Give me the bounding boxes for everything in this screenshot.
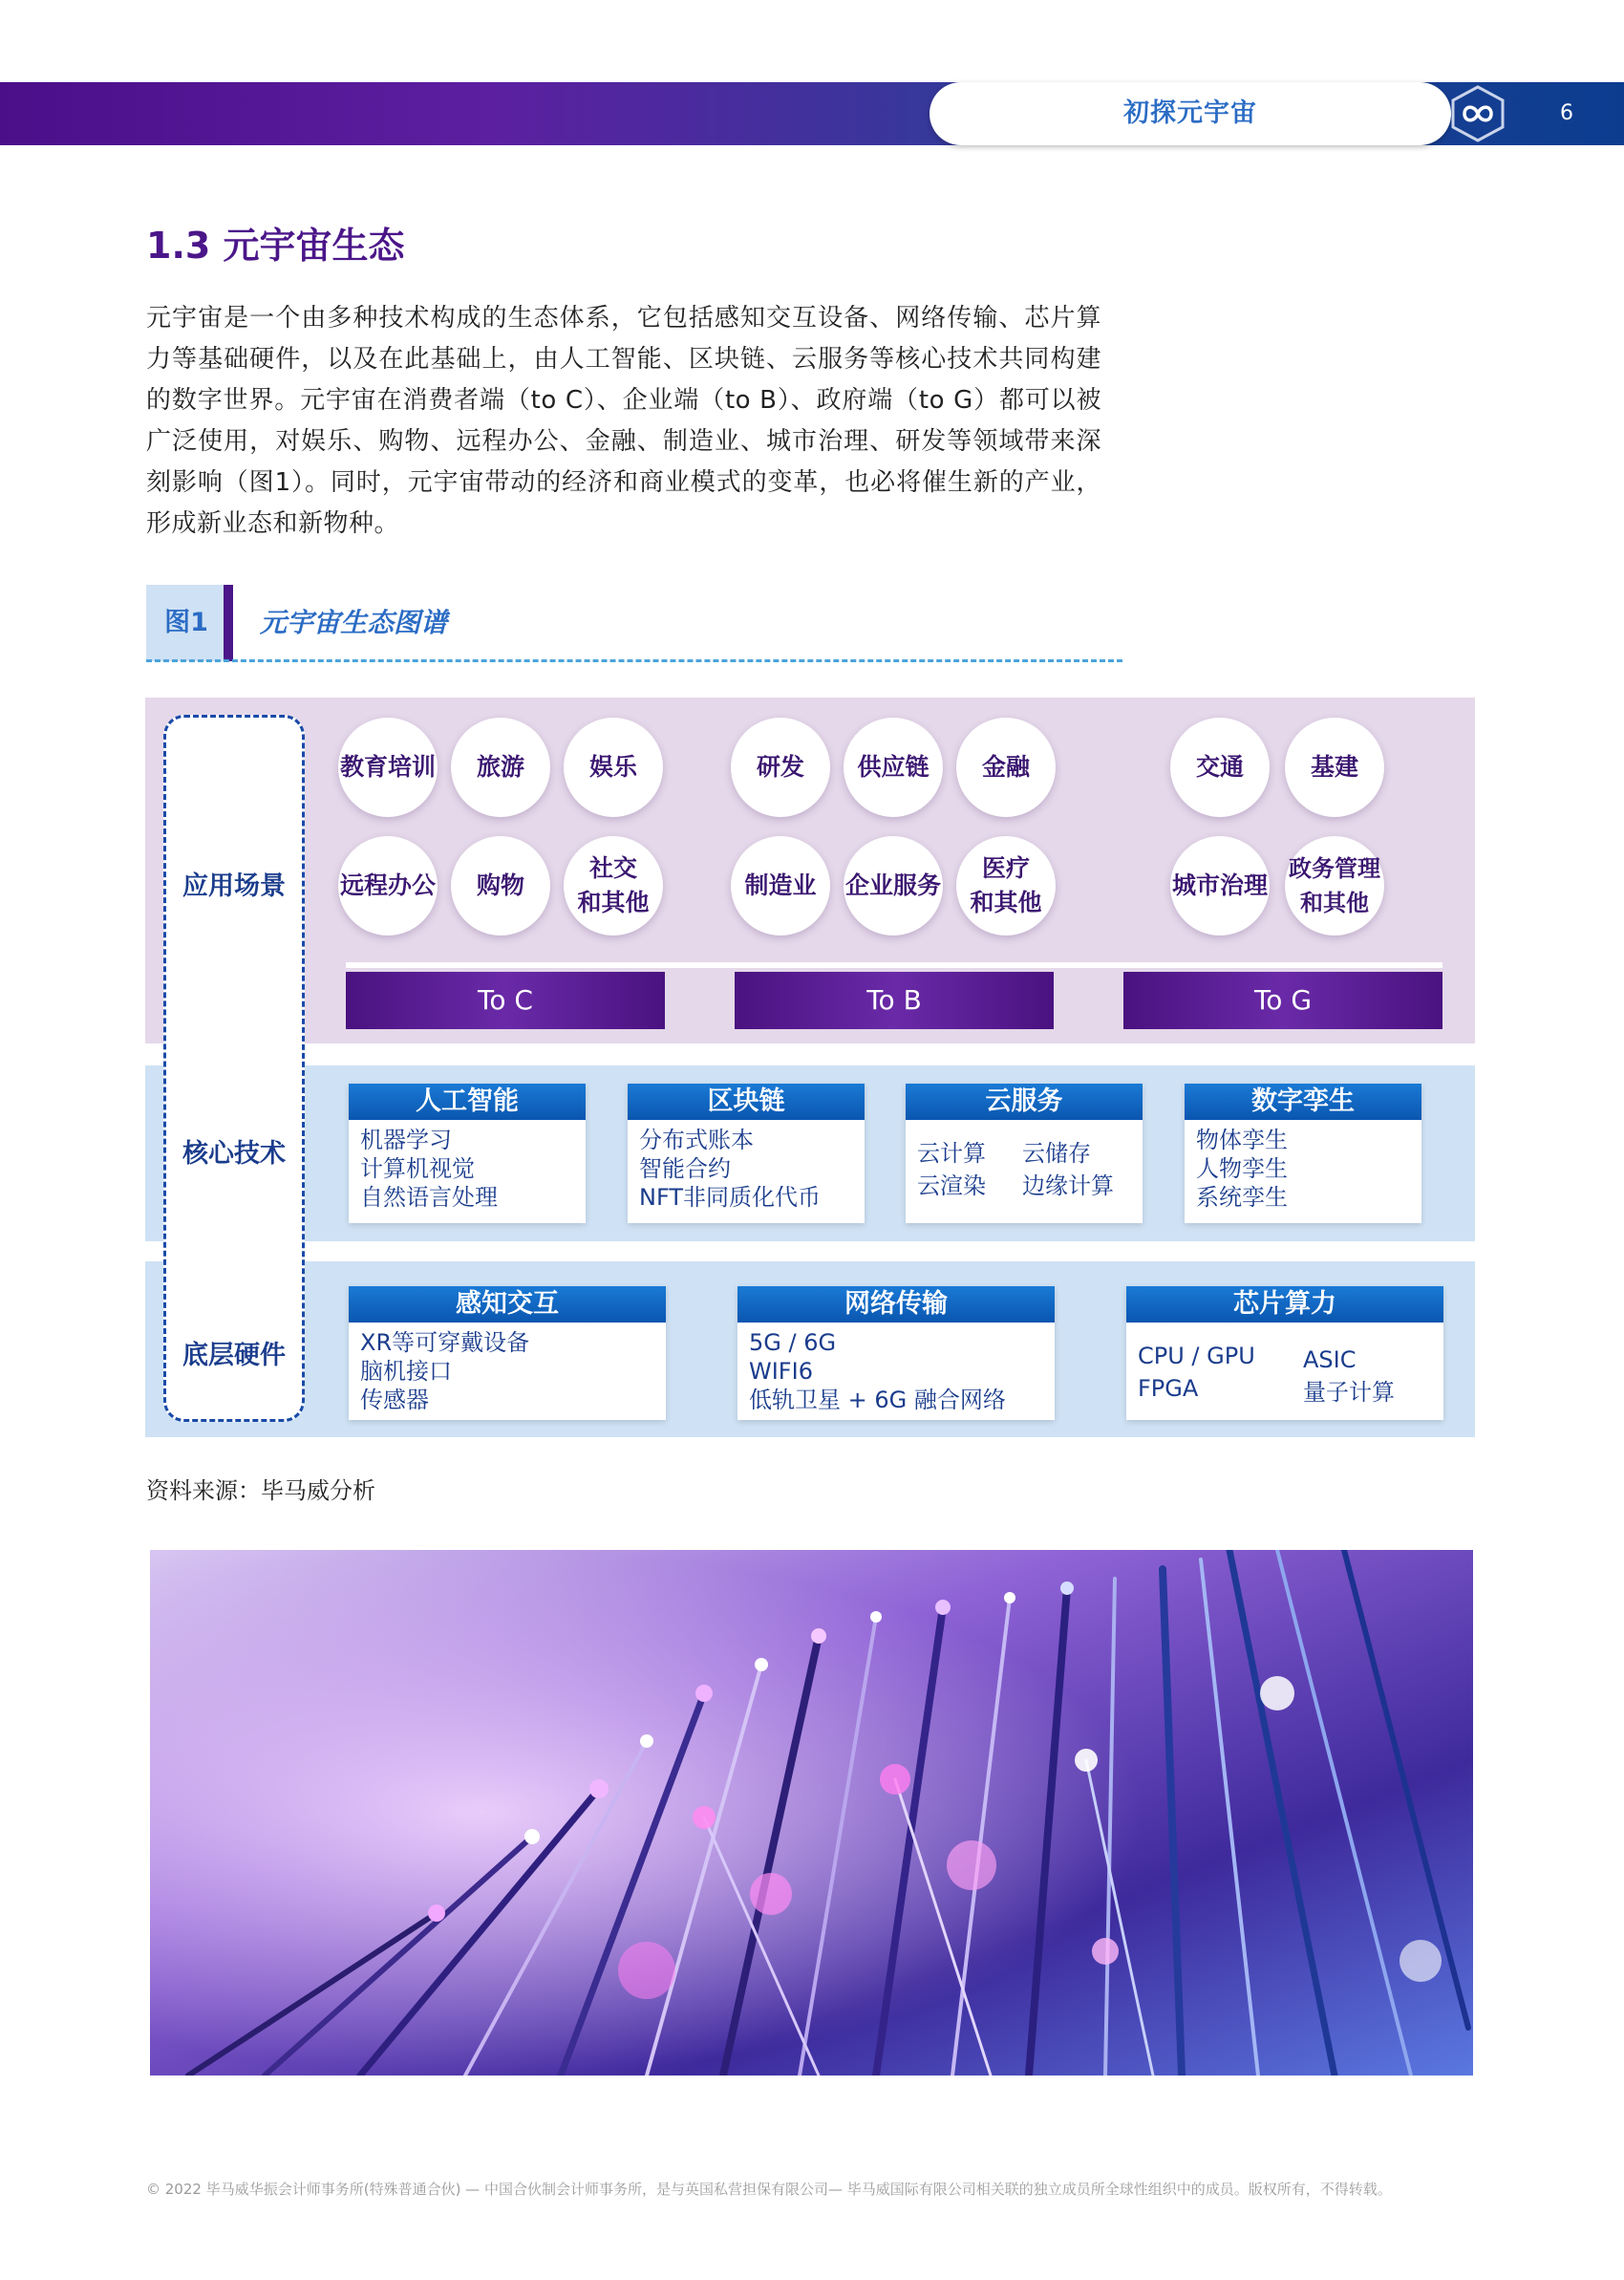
card-item: WIFI6 <box>749 1358 813 1385</box>
card-item: CPU / GPU <box>1138 1343 1255 1369</box>
card-item: 机器学习 <box>360 1127 452 1153</box>
intro-paragraph: 元宇宙是一个由多种技术构成的生态体系，它包括感知交互设备、网络传输、芯片算力等基础硬件，以及在此基础上，由人工智能、区块链、云服务等核心技术共同构建的数字世界。元宇宙在消费者端（to C）、企业端（to B）、政府端（to G）都可以被广泛使用，对娱乐、购物、远程办公、金融、制造业、城市治理、研发等领域带来深刻影响（图1）。同时，元宇宙带动的经济和商业模式的变革，也必将催生新的产业，形成新业态和新物种。 <box>146 304 1101 538</box>
card-item: 边缘计算 <box>1022 1172 1114 1199</box>
card-item: 人物孪生 <box>1196 1155 1288 1182</box>
scenario-bubble: 购物 <box>451 836 550 936</box>
header-title: 初探元宇宙 <box>1123 98 1257 128</box>
scenario-bubble: 教育培训 <box>338 718 438 817</box>
card-item: 低轨卫星 + 6G 融合网络 <box>749 1387 1006 1413</box>
layer-label-hardware: 底层硬件 <box>182 1341 286 1370</box>
layer-label-column <box>163 715 305 1422</box>
card-title: 云服务 <box>906 1084 1143 1120</box>
card-item: 分布式账本 <box>639 1127 754 1153</box>
layer-label-core-tech: 核心技术 <box>182 1139 286 1169</box>
card-item: 系统孪生 <box>1196 1184 1288 1211</box>
layer-label-application: 应用场景 <box>182 871 286 901</box>
hardware-card-compute <box>1126 1286 1443 1420</box>
scenario-bubble: 制造业 <box>731 836 830 936</box>
segment-divider-line <box>346 962 1442 968</box>
card-item: 传感器 <box>360 1387 429 1413</box>
card-title: 芯片算力 <box>1126 1286 1443 1323</box>
card-item: 云渲染 <box>917 1172 986 1199</box>
card-column <box>1303 1344 1395 1409</box>
scenario-bubble: 医疗 和其他 <box>956 836 1056 936</box>
card-title: 区块链 <box>628 1084 865 1120</box>
scenario-bubble: 金融 <box>956 718 1056 817</box>
scenario-bubble: 基建 <box>1285 718 1384 817</box>
hardware-card-network <box>737 1286 1055 1420</box>
page-number: 6 <box>1560 101 1573 125</box>
figure-divider <box>146 659 1122 662</box>
footer-copyright: © 2022 毕马威华振会计师事务所(特殊普通合伙) — 中国合伙制会计师事务所，是与英国私营担保有限公司— 毕马威国际有限公司相关联的独立成员所全球性组织中的成员。版权所有，不得转载。 <box>146 2181 1392 2198</box>
scenario-bubble: 旅游 <box>451 718 550 817</box>
card-item: 云储存 <box>1022 1140 1091 1167</box>
core-tech-card-ai <box>349 1084 586 1223</box>
figure-title: 元宇宙生态图谱 <box>260 607 448 638</box>
card-item: 计算机视觉 <box>360 1155 475 1182</box>
figure-label-bar <box>224 585 233 661</box>
card-items <box>360 1126 498 1212</box>
source-note: 资料来源：毕马威分析 <box>146 1477 375 1504</box>
card-title: 感知交互 <box>349 1286 666 1323</box>
card-item: FPGA <box>1138 1375 1199 1402</box>
card-item: ASIC <box>1303 1346 1357 1373</box>
scenario-bubble: 娱乐 <box>564 718 663 817</box>
card-column <box>1022 1137 1114 1202</box>
hardware-card-interaction <box>349 1286 666 1420</box>
card-items <box>1196 1126 1288 1212</box>
card-title: 网络传输 <box>737 1286 1055 1323</box>
card-item: XR等可穿戴设备 <box>360 1329 530 1356</box>
fiber-optic-strands-image <box>150 1550 1473 2076</box>
segment-to-g: To G <box>1123 972 1442 1029</box>
scenario-bubble: 远程办公 <box>338 836 438 936</box>
card-column <box>917 1137 986 1202</box>
scenario-bubble: 供应链 <box>844 718 943 817</box>
core-tech-card-digital-twin <box>1185 1084 1421 1223</box>
card-item: NFT非同质化代币 <box>639 1184 821 1211</box>
card-item: 智能合约 <box>639 1155 731 1182</box>
card-item: 云计算 <box>917 1140 986 1167</box>
scenario-bubble: 城市治理 <box>1170 836 1270 936</box>
card-items <box>749 1328 1006 1414</box>
scenario-bubble: 交通 <box>1170 718 1270 817</box>
figure-number: 图1 <box>164 608 208 637</box>
card-item: 自然语言处理 <box>360 1184 498 1211</box>
scenario-bubble: 研发 <box>731 718 830 817</box>
card-column <box>1138 1340 1255 1405</box>
core-tech-card-blockchain <box>628 1084 865 1223</box>
card-item: 5G / 6G <box>749 1329 837 1356</box>
card-title: 数字孪生 <box>1185 1084 1421 1120</box>
section-title: 1.3 元宇宙生态 <box>146 225 405 267</box>
segment-to-c: To C <box>346 972 665 1029</box>
card-item: 物体孪生 <box>1196 1127 1288 1153</box>
card-items <box>360 1328 529 1414</box>
scenario-bubble: 企业服务 <box>844 836 943 936</box>
infinity-cube-icon <box>1448 84 1507 143</box>
card-title: 人工智能 <box>349 1084 586 1120</box>
scenario-bubble: 社交 和其他 <box>564 836 663 936</box>
core-tech-card-cloud <box>906 1084 1143 1223</box>
card-item: 量子计算 <box>1303 1379 1395 1406</box>
card-item: 脑机接口 <box>360 1358 452 1385</box>
card-items <box>639 1126 821 1212</box>
segment-to-b: To B <box>735 972 1054 1029</box>
scenario-bubble: 政务管理 和其他 <box>1285 836 1384 936</box>
